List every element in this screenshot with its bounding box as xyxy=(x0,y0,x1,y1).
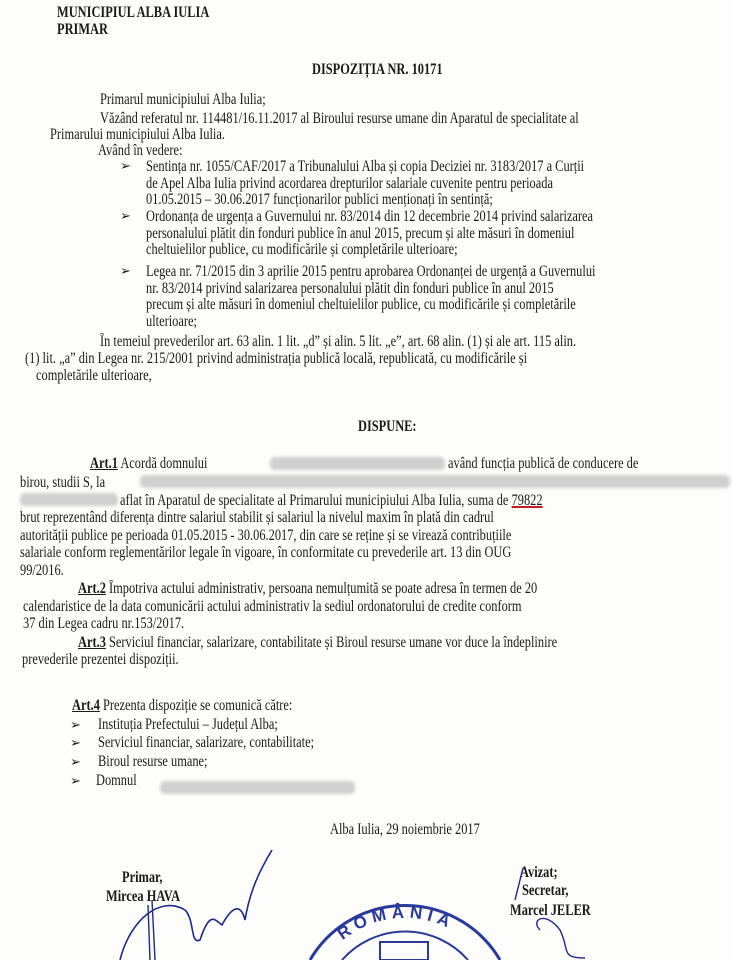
art1-text: salariale conform reglementărilor legale în vigoare, în conformitate cu prevederile art. 13 din OUG xyxy=(20,544,512,561)
consideration-line: precum și alte măsuri în domeniul cheltuielilor publice, cu modificările și completările xyxy=(146,296,576,313)
recipient-item: Domnul xyxy=(96,772,137,789)
art2-label: Art.2 xyxy=(78,580,106,597)
redacted-workplace xyxy=(20,493,118,506)
preamble-line: Văzând referatul nr. 114481/16.11.2017 al Biroului resurse umane din Aparatul de specialitate al xyxy=(100,110,579,127)
art1-line xyxy=(120,492,543,509)
legal-basis-line: În temeiul prevederilor art. 63 alin. 1 lit. „d” și alin. 5 lit. „e”, art. 68 alin. (1) și ale art. 115 alin. xyxy=(100,333,577,350)
recipient-item: Biroul resurse umane; xyxy=(98,753,208,770)
approved-label: Avizat; xyxy=(520,864,558,881)
signatures-and-stamp xyxy=(0,850,733,960)
consideration-line: Sentința nr. 1055/CAF/2017 a Tribunalului Alba și copia Deciziei nr. 3183/2017 a Curții xyxy=(146,158,585,175)
art3-label: Art.3 xyxy=(78,634,106,651)
redacted-workplace xyxy=(140,475,730,488)
consideration-line: 01.05.2015 – 30.06.2017 funcționarilor publici menționați în sentință; xyxy=(146,191,493,208)
consideration-line: nr. 83/2014 privind salarizarea personalului plătit din fonduri publice în anul 2015 xyxy=(146,280,554,297)
mayor-name: Mircea HAVA xyxy=(106,888,181,905)
document-title: DISPOZIȚIA NR. 10171 xyxy=(312,61,443,78)
art2-text: 37 din Legea cadru nr.153/2017. xyxy=(23,615,185,632)
art1-text: având funcția publică de conducere de xyxy=(448,455,639,472)
art2-text: Împotriva actului administrativ, persoana nemulțumită se poate adresa în termen de 20 xyxy=(109,580,538,597)
institution-name: MUNICIPIUL ALBA IULIA xyxy=(57,4,210,21)
official-stamp xyxy=(310,903,500,960)
arrow-bullet-icon: ➢ xyxy=(120,208,131,223)
secretary-signature xyxy=(515,868,585,958)
preamble-line: Primarului municipiului Alba Iulia. xyxy=(50,126,225,143)
consideration-line: personalului plătit din fonduri publice în anul 2015, precum și alte măsuri în domeniul xyxy=(146,225,575,242)
art4-line xyxy=(72,697,292,714)
art4-label: Art.4 xyxy=(72,697,100,714)
preamble-line: Având în vedere: xyxy=(98,142,183,159)
art1-text: brut reprezentând diferența dintre salariul stabilit și salariul la nivelul maxim în plată din cadrul xyxy=(20,509,494,526)
arrow-bullet-icon: ➢ xyxy=(70,735,81,750)
arrow-bullet-icon: ➢ xyxy=(70,717,81,732)
consideration-line: Legea nr. 71/2015 din 3 aprilie 2015 pentru aprobarea Ordonanței de urgență a Guvernului xyxy=(146,263,596,280)
art1-text: autorității publice pe perioada 01.05.2015 - 30.06.2017, din care se reține și se virează contribuțiile xyxy=(20,527,512,544)
secretary-title: Secretar, xyxy=(522,882,569,899)
legal-basis-line: (1) lit. „a” din Legea nr. 215/2001 privind administrația publică locală, republicată, cu modificările și xyxy=(25,350,528,367)
mayor-title: Primar, xyxy=(122,869,163,886)
art2-text: calendaristice de la data comunicării actului administrativ la sediul ordonatorului de credite conform xyxy=(23,598,522,615)
stamp-text: ROMÂNIA xyxy=(333,902,458,944)
consideration-line: de Apel Alba Iulia privind acordarea drepturilor salariale cuvenite pentru perioada xyxy=(146,175,553,192)
art4-text: Prezenta dispoziție se comunică către: xyxy=(103,697,293,714)
office-name: PRIMAR xyxy=(57,21,108,38)
recipient-item: Instituția Prefectului – Județul Alba; xyxy=(98,716,278,733)
arrow-bullet-icon: ➢ xyxy=(70,773,81,788)
art1-line xyxy=(90,455,207,472)
consideration-line: ulterioare; xyxy=(146,313,197,330)
mayor-signature xyxy=(120,850,272,960)
art2-line xyxy=(78,580,537,597)
legal-basis-line: completările ulterioare, xyxy=(36,367,152,384)
consideration-line: cheltuielilor publice, cu modificările și completările ulterioare; xyxy=(146,241,458,258)
art1-text: 99/2016. xyxy=(20,562,64,579)
preamble-line: Primarul municipiului Alba Iulia; xyxy=(100,91,266,108)
art1-text: aflat în Aparatul de specialitate al Primarului municipiului Alba Iulia, suma de xyxy=(120,492,509,509)
art3-line xyxy=(78,634,557,651)
recipient-item: Serviciul financiar, salarizare, contabilitate; xyxy=(98,734,315,751)
art1-label: Art.1 xyxy=(90,455,118,472)
amount-value: 79822 xyxy=(511,492,543,509)
stamp-inner-ring xyxy=(342,932,468,960)
redacted-name xyxy=(270,457,445,470)
art3-text: Serviciul financiar, salarizare, contabilitate și Biroul resurse umane vor duce la îndeplinire xyxy=(109,634,558,651)
art1-text: Acordă domnului xyxy=(120,455,208,472)
place-date: Alba Iulia, 29 noiembrie 2017 xyxy=(330,821,480,838)
secretary-name: Marcel JELER xyxy=(510,902,591,919)
redacted-name xyxy=(160,781,355,794)
stamp-coat-of-arms xyxy=(380,942,428,960)
arrow-bullet-icon: ➢ xyxy=(70,754,81,769)
consideration-line: Ordonanța de urgența a Guvernului nr. 83/2014 din 12 decembrie 2014 privind salarizarea xyxy=(146,208,594,225)
arrow-bullet-icon: ➢ xyxy=(120,158,131,173)
arrow-bullet-icon: ➢ xyxy=(120,263,131,278)
svg-text:ROMÂNIA xyxy=(334,903,458,944)
dispune-heading: DISPUNE: xyxy=(358,418,417,435)
art1-text: birou, studii S, la xyxy=(20,474,106,491)
art3-text: prevederile prezentei dispoziții. xyxy=(22,651,179,668)
